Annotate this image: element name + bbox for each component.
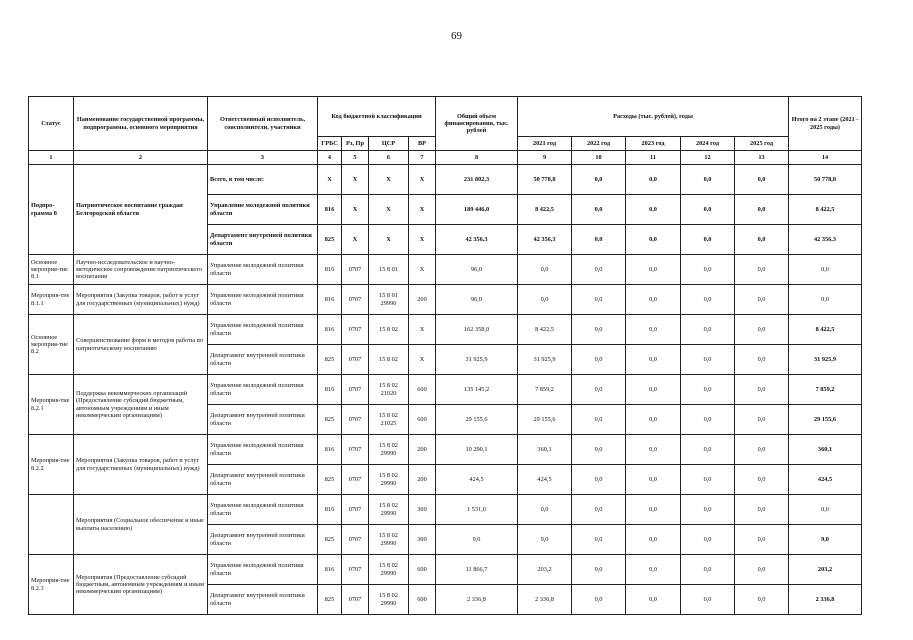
header-csr: ЦСР [369, 137, 409, 151]
itogo-cell: 9,0 [789, 525, 862, 555]
header-responsible: Ответственный исполнитель, соисполнители, участники [208, 97, 318, 151]
header-y2023: 2023 год [626, 137, 681, 151]
csr-cell: 15 8 02 29990 [369, 525, 409, 555]
itogo-cell: 31 925,9 [789, 345, 862, 375]
y2021-cell: 9,0 [518, 525, 572, 555]
csr-cell: 15 8 01 [369, 255, 409, 285]
grbs-cell: 816 [318, 195, 342, 225]
y2022-cell: 0,0 [572, 555, 626, 585]
y2025-cell: 0,0 [735, 375, 789, 405]
itogo-cell: 29 155,6 [789, 405, 862, 435]
itogo-cell: 2 336,8 [789, 585, 862, 615]
itogo-cell: 8 422,5 [789, 315, 862, 345]
csr-cell: 15 8 02 29990 [369, 495, 409, 525]
col-number: 7 [409, 151, 436, 165]
header-y2025: 2025 год [735, 137, 789, 151]
y2021-cell: 42 356,3 [518, 225, 572, 255]
grbs-cell: 816 [318, 315, 342, 345]
vr-cell: Х [409, 255, 436, 285]
vr-cell: 600 [409, 555, 436, 585]
y2025-cell: 0,0 [735, 555, 789, 585]
responsible-cell: Департамент внутренней политики области [208, 525, 318, 555]
col-number: 3 [208, 151, 318, 165]
responsible-cell: Управление молодежной политики области [208, 195, 318, 225]
status-cell: Мероприя-тие 8.1.1 [29, 285, 74, 315]
y2022-cell: 0,0 [572, 315, 626, 345]
total-cell: 231 802,3 [436, 165, 518, 195]
table-row [29, 285, 862, 315]
y2025-cell: 0,0 [735, 165, 789, 195]
total-cell: 162 358,0 [436, 315, 518, 345]
itogo-cell: 0,0 [789, 255, 862, 285]
total-cell: 96,0 [436, 285, 518, 315]
total-cell: 424,5 [436, 465, 518, 495]
responsible-cell: Управление молодежной политики области [208, 435, 318, 465]
y2023-cell: 0,0 [626, 315, 681, 345]
rzpr-cell: 0707 [342, 315, 369, 345]
y2023-cell: 0,0 [626, 225, 681, 255]
y2022-cell: 0,0 [572, 465, 626, 495]
y2025-cell: 0,0 [735, 315, 789, 345]
y2025-cell: 0,0 [735, 195, 789, 225]
y2025-cell: 0,0 [735, 345, 789, 375]
vr-cell: Х [409, 345, 436, 375]
y2025-cell: 0,0 [735, 465, 789, 495]
y2025-cell: 0,0 [735, 285, 789, 315]
col-number: 11 [626, 151, 681, 165]
header-rzpr: Рз, Пр [342, 137, 369, 151]
y2021-cell: 31 925,9 [518, 345, 572, 375]
y2024-cell: 0,0 [681, 165, 735, 195]
y2025-cell: 0,0 [735, 405, 789, 435]
y2021-cell: 0,0 [518, 255, 572, 285]
y2021-cell: 8 422,5 [518, 195, 572, 225]
y2021-cell: 7 859,2 [518, 375, 572, 405]
column-numbers-row [29, 151, 862, 165]
responsible-cell: Управление молодежной политики области [208, 495, 318, 525]
table-row [29, 165, 862, 195]
grbs-cell: 825 [318, 585, 342, 615]
y2022-cell: 0,0 [572, 435, 626, 465]
total-cell: 9,0 [436, 525, 518, 555]
col-number: 9 [518, 151, 572, 165]
y2021-cell: 8 422,5 [518, 315, 572, 345]
total-cell: 96,0 [436, 255, 518, 285]
table-row [29, 315, 862, 345]
table-row [29, 375, 862, 405]
grbs-cell: 816 [318, 435, 342, 465]
y2022-cell: 0,0 [572, 585, 626, 615]
vr-cell: Х [409, 315, 436, 345]
csr-cell: 15 8 02 29990 [369, 465, 409, 495]
header-y2021: 2021 год [518, 137, 572, 151]
header-y2024: 2024 год [681, 137, 735, 151]
rzpr-cell: 0707 [342, 585, 369, 615]
itogo-cell: 0,0 [789, 285, 862, 315]
y2025-cell: 0,0 [735, 585, 789, 615]
rzpr-cell: Х [342, 165, 369, 195]
y2024-cell: 0,0 [681, 375, 735, 405]
status-cell: Основное мероприя-тие 8.2 [29, 315, 74, 375]
y2022-cell: 0,0 [572, 345, 626, 375]
col-number: 10 [572, 151, 626, 165]
itogo-cell: 42 356,3 [789, 225, 862, 255]
y2023-cell: 0,0 [626, 405, 681, 435]
responsible-cell: Департамент внутренней политики области [208, 405, 318, 435]
grbs-cell: 816 [318, 495, 342, 525]
csr-cell: 15 8 02 [369, 345, 409, 375]
status-cell: Мероприя-тие 8.2.1 [29, 375, 74, 435]
header-name: Наименование государственной программы, подпрограммы, основного мероприятия [74, 97, 208, 151]
total-cell: 29 155,6 [436, 405, 518, 435]
csr-cell: Х [369, 195, 409, 225]
total-cell: 10 290,1 [436, 435, 518, 465]
grbs-cell: 825 [318, 225, 342, 255]
col-number: 14 [789, 151, 862, 165]
y2024-cell: 0,0 [681, 225, 735, 255]
vr-cell: Х [409, 165, 436, 195]
rzpr-cell: 0707 [342, 375, 369, 405]
csr-cell: 15 8 02 29990 [369, 435, 409, 465]
rzpr-cell: 0707 [342, 345, 369, 375]
y2024-cell: 0,0 [681, 195, 735, 225]
y2025-cell: 0,0 [735, 525, 789, 555]
name-cell: Мероприятия (Закупка товаров, работ и услуг для государственных (муниципальных) нужд) [74, 285, 208, 315]
vr-cell: 300 [409, 495, 436, 525]
responsible-cell: Департамент внутренней политики области [208, 345, 318, 375]
table-body [29, 151, 862, 615]
name-cell: Мероприятия (Предоставление субсидий бюджетным, автономным учреждениям и иным некоммерческим организациям) [74, 555, 208, 615]
responsible-cell: Департамент внутренней политики области [208, 225, 318, 255]
itogo-cell: 50 778,8 [789, 165, 862, 195]
grbs-cell: Х [318, 165, 342, 195]
y2022-cell: 0,0 [572, 495, 626, 525]
name-cell: Патриотическое воспитание граждан Белгородской области [74, 165, 208, 255]
status-cell: Мероприя-тие 8.2.3 [29, 555, 74, 615]
status-cell: Основное мероприя-тие 8.1 [29, 255, 74, 285]
name-cell: Мероприятия (Закупка товаров, работ и услуг для государственных (муниципальных) нужд) [74, 435, 208, 495]
y2021-cell: 50 778,8 [518, 165, 572, 195]
y2024-cell: 0,0 [681, 465, 735, 495]
rzpr-cell: 0707 [342, 495, 369, 525]
col-number: 8 [436, 151, 518, 165]
y2024-cell: 0,0 [681, 255, 735, 285]
rzpr-cell: 0707 [342, 525, 369, 555]
status-cell: Подпро-грамма 8 [29, 165, 74, 255]
col-number: 4 [318, 151, 342, 165]
name-cell: Совершенствование форм и методов работы по патриотическому воспитанию [74, 315, 208, 375]
csr-cell: 15 8 01 29990 [369, 285, 409, 315]
table-row [29, 555, 862, 585]
y2024-cell: 0,0 [681, 285, 735, 315]
csr-cell: 15 8 02 29990 [369, 555, 409, 585]
csr-cell: 15 8 02 21020 [369, 375, 409, 405]
y2025-cell: 0,0 [735, 255, 789, 285]
itogo-cell: 0,0 [789, 495, 862, 525]
rzpr-cell: 0707 [342, 435, 369, 465]
itogo-cell: 8 422,5 [789, 195, 862, 225]
y2023-cell: 0,0 [626, 165, 681, 195]
y2023-cell: 0,0 [626, 375, 681, 405]
y2024-cell: 0,0 [681, 435, 735, 465]
y2021-cell: 360,1 [518, 435, 572, 465]
grbs-cell: 825 [318, 405, 342, 435]
responsible-cell: Управление молодежной политики области [208, 375, 318, 405]
y2023-cell: 0,0 [626, 285, 681, 315]
y2022-cell: 0,0 [572, 225, 626, 255]
header-y2022: 2022 год [572, 137, 626, 151]
y2025-cell: 0,0 [735, 225, 789, 255]
grbs-cell: 825 [318, 345, 342, 375]
page-number: 69 [451, 30, 462, 42]
responsible-cell: Департамент внутренней политики области [208, 465, 318, 495]
grbs-cell: 816 [318, 255, 342, 285]
header-vr: ВР [409, 137, 436, 151]
rzpr-cell: 0707 [342, 255, 369, 285]
y2022-cell: 0,0 [572, 255, 626, 285]
responsible-cell: Управление молодежной политики области [208, 315, 318, 345]
table-row [29, 495, 862, 525]
grbs-cell: 816 [318, 285, 342, 315]
y2025-cell: 0,0 [735, 435, 789, 465]
vr-cell: 200 [409, 285, 436, 315]
itogo-cell: 7 859,2 [789, 375, 862, 405]
rzpr-cell: 0707 [342, 465, 369, 495]
col-number: 13 [735, 151, 789, 165]
responsible-cell: Управление молодежной политики области [208, 285, 318, 315]
total-cell: 135 145,2 [436, 375, 518, 405]
vr-cell: 300 [409, 525, 436, 555]
y2021-cell: 0,0 [518, 285, 572, 315]
y2024-cell: 0,0 [681, 315, 735, 345]
y2023-cell: 0,0 [626, 465, 681, 495]
vr-cell: Х [409, 225, 436, 255]
csr-cell: Х [369, 165, 409, 195]
total-cell: 189 446,0 [436, 195, 518, 225]
col-number: 5 [342, 151, 369, 165]
grbs-cell: 816 [318, 555, 342, 585]
responsible-cell: Всего, в том числе: [208, 165, 318, 195]
y2021-cell: 2 336,8 [518, 585, 572, 615]
y2021-cell: 424,5 [518, 465, 572, 495]
header-expenses: Расходы (тыс. рублей), годы [518, 97, 789, 137]
y2021-cell: 29 155,6 [518, 405, 572, 435]
col-number: 6 [369, 151, 409, 165]
y2022-cell: 0,0 [572, 525, 626, 555]
budget-table [28, 96, 862, 615]
rzpr-cell: Х [342, 225, 369, 255]
table-row [29, 435, 862, 465]
vr-cell: 600 [409, 585, 436, 615]
vr-cell: 200 [409, 435, 436, 465]
rzpr-cell: 0707 [342, 405, 369, 435]
y2024-cell: 0,0 [681, 585, 735, 615]
header-itogo: Итого на 2 этапе (2021 - 2025 годы) [789, 97, 862, 151]
vr-cell: 200 [409, 465, 436, 495]
status-cell [29, 495, 74, 555]
y2025-cell: 0,0 [735, 495, 789, 525]
y2022-cell: 0,0 [572, 285, 626, 315]
total-cell: 31 925,9 [436, 345, 518, 375]
responsible-cell: Управление молодежной политики области [208, 555, 318, 585]
y2023-cell: 0,0 [626, 555, 681, 585]
rzpr-cell: Х [342, 195, 369, 225]
y2022-cell: 0,0 [572, 375, 626, 405]
table-row [29, 255, 862, 285]
y2023-cell: 0,0 [626, 255, 681, 285]
grbs-cell: 825 [318, 465, 342, 495]
header-budget-code: Код бюджетной классификации [318, 97, 436, 137]
responsible-cell: Управление молодежной политики области [208, 255, 318, 285]
grbs-cell: 825 [318, 525, 342, 555]
y2022-cell: 0,0 [572, 195, 626, 225]
itogo-cell: 424,5 [789, 465, 862, 495]
total-cell: 1 531,0 [436, 495, 518, 525]
total-cell: 2 336,8 [436, 585, 518, 615]
col-number: 1 [29, 151, 74, 165]
y2024-cell: 0,0 [681, 525, 735, 555]
y2023-cell: 0,0 [626, 345, 681, 375]
y2024-cell: 0,0 [681, 405, 735, 435]
col-number: 2 [74, 151, 208, 165]
header-status: Статус [29, 97, 74, 151]
header-grbs: ГРБС [318, 137, 342, 151]
y2023-cell: 0,0 [626, 435, 681, 465]
grbs-cell: 816 [318, 375, 342, 405]
csr-cell: 15 8 02 29990 [369, 585, 409, 615]
y2024-cell: 0,0 [681, 495, 735, 525]
rzpr-cell: 0707 [342, 285, 369, 315]
csr-cell: 15 8 02 [369, 315, 409, 345]
csr-cell: Х [369, 225, 409, 255]
status-cell: Мероприя-тие 8.2.2 [29, 435, 74, 495]
y2024-cell: 0,0 [681, 555, 735, 585]
vr-cell: 600 [409, 405, 436, 435]
name-cell: Поддержка некоммерческих организаций (Предоставление субсидий бюджетным, автономным учреждениям и иным некоммерческим организациям) [74, 375, 208, 435]
itogo-cell: 360,1 [789, 435, 862, 465]
y2021-cell: 203,2 [518, 555, 572, 585]
y2022-cell: 0,0 [572, 165, 626, 195]
header-total: Общий объем финансирования, тыс. рублей [436, 97, 518, 151]
y2022-cell: 0,0 [572, 405, 626, 435]
vr-cell: 600 [409, 375, 436, 405]
csr-cell: 15 8 02 21025 [369, 405, 409, 435]
y2023-cell: 0,0 [626, 195, 681, 225]
itogo-cell: 203,2 [789, 555, 862, 585]
col-number: 12 [681, 151, 735, 165]
responsible-cell: Департамент внутренней политики области [208, 585, 318, 615]
total-cell: 11 866,7 [436, 555, 518, 585]
name-cell: Научно-исследовательское и научно-методическое сопровождение патриотического воспитания [74, 255, 208, 285]
y2023-cell: 0,0 [626, 525, 681, 555]
y2021-cell: 0,0 [518, 495, 572, 525]
y2023-cell: 0,0 [626, 495, 681, 525]
rzpr-cell: 0707 [342, 555, 369, 585]
vr-cell: Х [409, 195, 436, 225]
total-cell: 42 356,3 [436, 225, 518, 255]
name-cell: Мероприятия (Социальное обеспечение и иные выплаты населению) [74, 495, 208, 555]
y2023-cell: 0,0 [626, 585, 681, 615]
y2024-cell: 0,0 [681, 345, 735, 375]
